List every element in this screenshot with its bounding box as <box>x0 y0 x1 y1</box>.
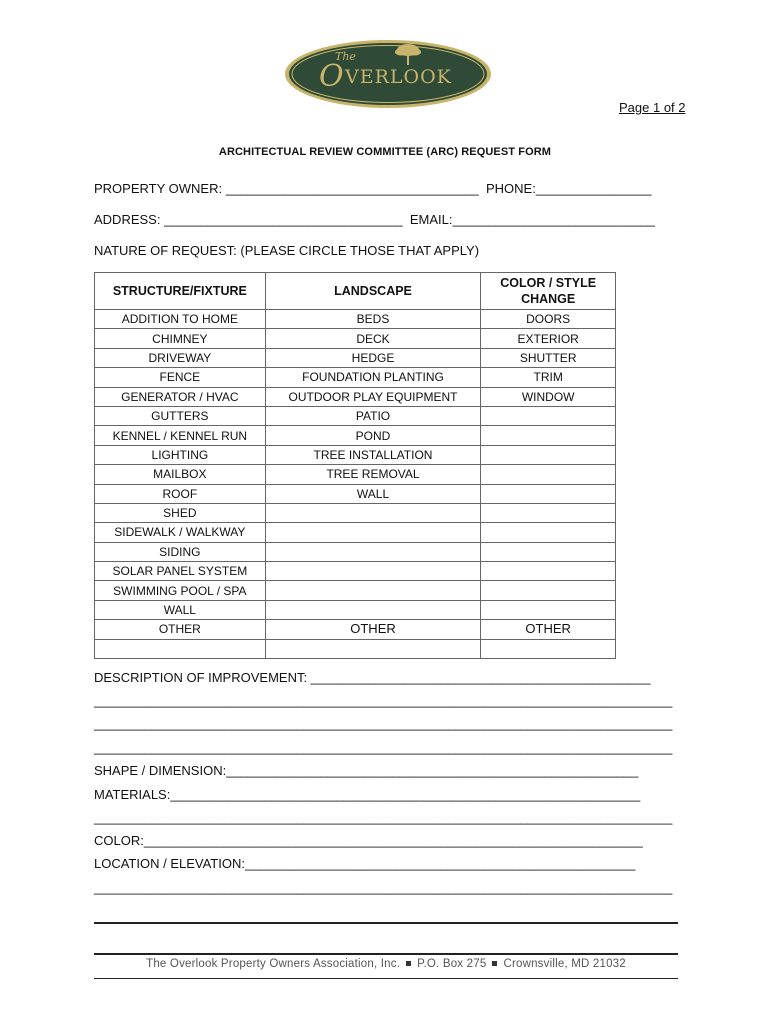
nature-of-request-label: NATURE OF REQUEST: (PLEASE CIRCLE THOSE THAT APPLY) <box>94 243 480 258</box>
color-style-cell <box>481 639 616 658</box>
structure-cell[interactable]: SIDING <box>95 542 266 561</box>
color-style-cell[interactable]: EXTERIOR <box>481 329 616 348</box>
landscape-cell[interactable]: OTHER <box>265 620 481 639</box>
structure-cell[interactable]: SIDEWALK / WALKWAY <box>95 523 266 542</box>
color-style-cell <box>481 562 616 581</box>
landscape-cell <box>265 581 481 600</box>
color-style-cell <box>481 465 616 484</box>
table-row <box>95 523 616 542</box>
property-owner-phone-line[interactable]: PROPERTY OWNER: ___________________________________ PHONE:________________ <box>94 181 652 196</box>
landscape-cell <box>265 523 481 542</box>
description-blank-line-2[interactable]: ________________________________________________________________________________ <box>94 716 673 731</box>
footer-po-box: P.O. Box 275 <box>417 958 487 970</box>
color-style-cell <box>481 503 616 522</box>
color-style-cell[interactable]: TRIM <box>481 368 616 387</box>
description-blank-line-1[interactable]: ________________________________________________________________________________ <box>94 693 673 708</box>
color-style-cell <box>481 600 616 619</box>
structure-cell[interactable]: ROOF <box>95 484 266 503</box>
landscape-cell[interactable]: FOUNDATION PLANTING <box>265 368 481 387</box>
description-blank-line-3[interactable]: ________________________________________________________________________________ <box>94 740 673 755</box>
color-style-cell <box>481 542 616 561</box>
divider-rule-top <box>94 922 678 924</box>
table-row <box>95 348 616 367</box>
landscape-cell[interactable]: OUTDOOR PLAY EQUIPMENT <box>265 387 481 406</box>
divider-rule-bottom <box>94 953 678 955</box>
request-type-table <box>94 272 616 659</box>
color-style-cell <box>481 406 616 425</box>
bullet-icon <box>406 961 411 966</box>
address-email-line[interactable]: ADDRESS: _________________________________ EMAIL:____________________________ <box>94 212 655 227</box>
footer-city: Crownsville, MD 21032 <box>503 958 626 970</box>
location-blank-line[interactable]: ________________________________________________________________________________ <box>94 880 673 895</box>
structure-cell[interactable]: LIGHTING <box>95 445 266 464</box>
table-row <box>95 387 616 406</box>
table-row <box>95 329 616 348</box>
color-style-cell <box>481 523 616 542</box>
landscape-cell[interactable]: POND <box>265 426 481 445</box>
landscape-cell[interactable]: TREE REMOVAL <box>265 465 481 484</box>
bullet-icon <box>492 961 497 966</box>
location-elevation-field[interactable]: LOCATION / ELEVATION:______________________________________________________ <box>94 856 636 871</box>
table-row <box>95 310 616 329</box>
footer-rule <box>94 978 678 979</box>
structure-cell[interactable]: SOLAR PANEL SYSTEM <box>95 562 266 581</box>
color-style-cell <box>481 426 616 445</box>
description-of-improvement-field[interactable]: DESCRIPTION OF IMPROVEMENT: _______________________________________________ <box>94 670 651 685</box>
color-style-cell[interactable]: SHUTTER <box>481 348 616 367</box>
table-row <box>95 639 616 658</box>
svg-text:O: O <box>319 59 344 94</box>
structure-cell[interactable]: OTHER <box>95 620 266 639</box>
materials-field[interactable]: MATERIALS:_________________________________________________________________ <box>94 787 641 802</box>
table-header-row <box>95 273 616 310</box>
landscape-cell[interactable]: BEDS <box>265 310 481 329</box>
overlook-logo <box>283 38 493 110</box>
structure-cell[interactable]: WALL <box>95 600 266 619</box>
color-style-cell[interactable]: OTHER <box>481 620 616 639</box>
structure-cell[interactable]: CHIMNEY <box>95 329 266 348</box>
page-number: Page 1 of 2 <box>619 100 686 115</box>
svg-text:VERLOOK: VERLOOK <box>345 66 452 88</box>
table-row <box>95 581 616 600</box>
table-row <box>95 368 616 387</box>
landscape-cell[interactable]: WALL <box>265 484 481 503</box>
landscape-cell[interactable]: HEDGE <box>265 348 481 367</box>
table-row <box>95 600 616 619</box>
structure-cell[interactable]: MAILBOX <box>95 465 266 484</box>
landscape-cell[interactable]: DECK <box>265 329 481 348</box>
structure-cell[interactable]: SWIMMING POOL / SPA <box>95 581 266 600</box>
table-row <box>95 542 616 561</box>
landscape-cell <box>265 503 481 522</box>
svg-text:The: The <box>335 50 356 63</box>
structure-cell[interactable]: FENCE <box>95 368 266 387</box>
structure-cell[interactable]: SHED <box>95 503 266 522</box>
color-field[interactable]: COLOR:_____________________________________________________________________ <box>94 833 643 848</box>
color-style-cell[interactable]: WINDOW <box>481 387 616 406</box>
landscape-cell <box>265 639 481 658</box>
materials-blank-line[interactable]: ________________________________________________________________________________ <box>94 810 673 825</box>
column-header-color-style <box>481 273 616 310</box>
table-row <box>95 503 616 522</box>
landscape-cell <box>265 562 481 581</box>
table-row <box>95 562 616 581</box>
structure-cell <box>95 639 266 658</box>
structure-cell[interactable]: ADDITION TO HOME <box>95 310 266 329</box>
table-row <box>95 406 616 425</box>
color-style-cell <box>481 581 616 600</box>
footer-association: The Overlook Property Owners Association, Inc. <box>146 958 401 970</box>
footer <box>94 958 678 970</box>
shape-dimension-field[interactable]: SHAPE / DIMENSION:_________________________________________________________ <box>94 763 639 778</box>
color-style-cell <box>481 445 616 464</box>
table-row <box>95 426 616 445</box>
landscape-cell[interactable]: PATIO <box>265 406 481 425</box>
color-style-cell <box>481 484 616 503</box>
landscape-cell <box>265 542 481 561</box>
column-header-structure: STRUCTURE/FIXTURE <box>95 273 266 310</box>
form-title: ARCHITECTUAL REVIEW COMMITTEE (ARC) REQUEST FORM <box>218 146 552 158</box>
table-row <box>95 620 616 639</box>
column-header-color-style-text: COLOR / STYLE CHANGE <box>500 276 597 306</box>
structure-cell[interactable]: DRIVEWAY <box>95 348 266 367</box>
structure-cell[interactable]: KENNEL / KENNEL RUN <box>95 426 266 445</box>
structure-cell[interactable]: GUTTERS <box>95 406 266 425</box>
table-row <box>95 465 616 484</box>
landscape-cell <box>265 600 481 619</box>
landscape-cell[interactable]: TREE INSTALLATION <box>265 445 481 464</box>
table-row <box>95 484 616 503</box>
color-style-cell[interactable]: DOORS <box>481 310 616 329</box>
structure-cell[interactable]: GENERATOR / HVAC <box>95 387 266 406</box>
column-header-landscape: LANDSCAPE <box>265 273 481 310</box>
table-row <box>95 445 616 464</box>
